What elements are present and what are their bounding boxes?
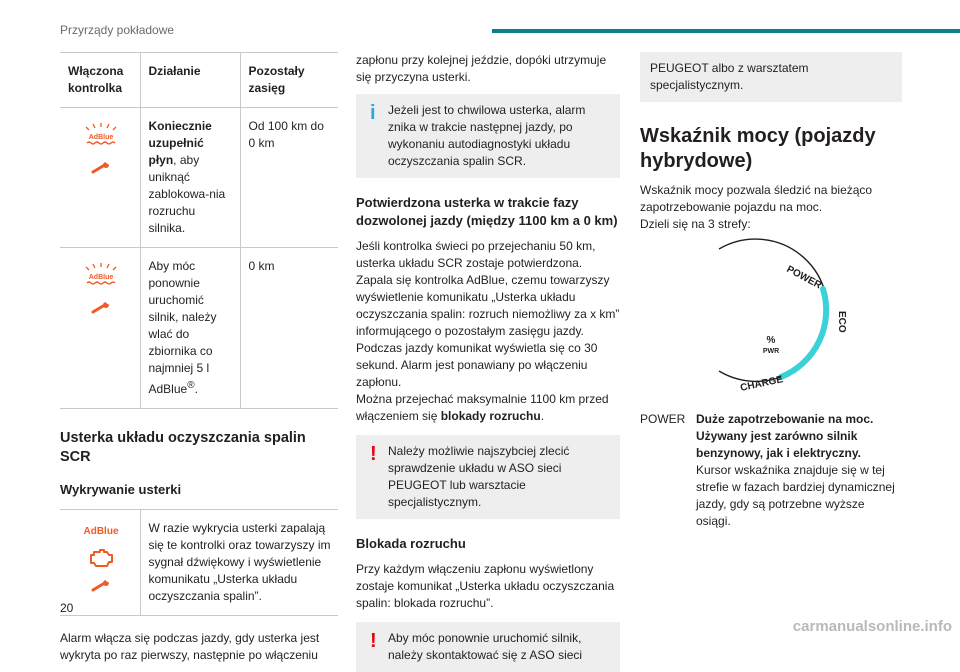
gauge-eco-label: ECO bbox=[836, 311, 847, 333]
fault-detection-text: W razie wykrycia usterki zapalają się te kontrolki oraz towarzyszy im sygnał dźwiękowy i wyświetlenie komunikatu „Usterka układu oczyszczania spalin”. bbox=[140, 510, 338, 616]
legend-bold-text: Duże zapotrzebowanie na moc. Używany jest zarówno silnik benzynowy, jak i elektryczny. bbox=[696, 412, 874, 460]
legend-key: POWER bbox=[640, 412, 686, 426]
watermark-text: carmanualsonline.info bbox=[792, 618, 952, 635]
action-text: , aby uniknąć zablokowa-nia rozruchu silnika. bbox=[148, 153, 226, 235]
start-block-text: Przy każdym włączeniu zapłonu wyświetlony zostaje komunikat „Usterka układu oczyszczania spalin: blokada rozruchu”. bbox=[356, 562, 615, 610]
registered-mark: ® bbox=[187, 380, 195, 391]
warning-exclamation-icon: ! bbox=[370, 630, 377, 652]
alarm-text: Alarm włącza się podczas jazdy, gdy usterka jest wykryta po raz pierwszy, następnie po włączeniu bbox=[60, 631, 320, 662]
adblue-text-icon bbox=[83, 524, 119, 536]
info-marker-icon: i bbox=[370, 102, 376, 124]
running-header: Przyrządy pokładowe bbox=[60, 23, 175, 37]
adblue-warning-icon bbox=[79, 122, 123, 148]
warning-note: ! Należy możliwie najszybciej zlecić sprawdzenie układu w ASO sieci PEUGEOT lub warsztacie specjalistycznym. bbox=[356, 435, 620, 519]
wrench-icon bbox=[91, 302, 111, 314]
power-zone-legend bbox=[640, 411, 902, 530]
svg-text:AdBlue: AdBlue bbox=[88, 274, 113, 281]
confirmed-fault-text: Jeśli kontrolka świeci po przejechaniu 50 km, usterka układu SCR zostaje potwierdzona. Zapala się kontrolka AdBlue, czemu towarzyszy wyświetlenie komunikatu „Usterka układu oczyszczania spalin: rozruch niemożliwy za x km” informującego o pozostałym zasięgu jazdy. Podczas jazdy komunikat wyświetla się co 30 sekund. Alarm jest ponawiany po włączeniu zapłonu. bbox=[356, 239, 620, 389]
action-bold: Koniecznie uzupełnić płyn bbox=[148, 119, 212, 167]
gauge-percent-label: % bbox=[766, 335, 776, 346]
table-row bbox=[60, 108, 338, 248]
range-value: Od 100 km do 0 km bbox=[240, 108, 338, 248]
svg-text:AdBlue: AdBlue bbox=[88, 134, 113, 141]
adblue-warning-icon bbox=[79, 262, 123, 288]
warning-exclamation-icon: ! bbox=[370, 443, 377, 465]
range-value: 0 km bbox=[240, 248, 338, 409]
gauge-power-label: POWER bbox=[784, 263, 824, 292]
table-row bbox=[60, 510, 338, 616]
continued-text: zapłonu przy kolejnej jeździe, dopóki utrzymuje się przyczyna usterki. bbox=[356, 53, 607, 84]
adblue-warning-table bbox=[60, 52, 338, 409]
fault-detection-table bbox=[60, 509, 338, 616]
header-indicator: Włączona kontrolka bbox=[60, 53, 140, 108]
svg-text:AdBlue: AdBlue bbox=[83, 526, 119, 537]
engine-check-icon bbox=[88, 548, 114, 568]
gauge-power-arc bbox=[719, 239, 828, 341]
header-accent-bar bbox=[492, 29, 960, 33]
warning-note: ! Aby móc ponownie uruchomić silnik, należy skontaktować się z ASO sieci bbox=[356, 622, 620, 672]
header-action: Działanie bbox=[140, 53, 240, 108]
column-2 bbox=[356, 52, 620, 672]
gauge-pwr-label: PWR bbox=[762, 348, 780, 355]
header-range: Pozostały zasięg bbox=[240, 53, 338, 108]
power-gauge-intro: Wskaźnik mocy pozwala śledzić na bieżąco zapotrzebowanie pojazdu na moc. bbox=[640, 183, 873, 214]
subsection-confirmed-fault: Potwierdzona usterka w trakcie fazy dozwolonej jazdy (między 1100 km a 0 km) bbox=[356, 195, 618, 228]
column-3 bbox=[640, 52, 902, 530]
table-header-row bbox=[60, 53, 338, 108]
section-title-scr-fault: Usterka układu oczyszczania spalin SCR bbox=[60, 430, 306, 465]
wrench-icon bbox=[91, 580, 111, 592]
continued-note: PEUGEOT albo z warsztatem specjalistycznym. bbox=[640, 52, 902, 102]
power-gauge-svg bbox=[671, 241, 871, 394]
info-note: i Jeżeli jest to chwilowa usterka, alarm znika w trakcie następnej jazdy, po wykonaniu autodiagnostyki układu oczyszczania spalin SCR. bbox=[356, 94, 620, 178]
page-number: 20 bbox=[60, 601, 74, 615]
legend-text: Kursor wskaźnika znajduje się w tej strefie w fazach bardziej dynamicznej jazdy, gdy są potrzebne wyższe osiągi. bbox=[696, 463, 895, 528]
action-text: Aby móc ponownie uruchomić silnik, należy wlać do zbiornika co najmniej 5 l AdBlue bbox=[148, 259, 217, 396]
power-gauge-figure bbox=[640, 241, 902, 394]
subsection-fault-detection: Wykrywanie usterki bbox=[60, 482, 182, 497]
table-row: AdBlue Aby móc ponownie uruchomić silnik, należy wlać do zbiornika co najmniej 5 l AdBlue®. 0 km bbox=[60, 248, 338, 409]
power-gauge-title: Wskaźnik mocy (pojazdy hybrydowe) bbox=[640, 125, 876, 172]
power-gauge-intro-2: Dzieli się na 3 strefy: bbox=[640, 217, 751, 231]
column-1 bbox=[60, 52, 340, 664]
max-distance-text: Można przejechać maksymalnie 1100 km przed włączeniem się blokady rozruchu. bbox=[356, 392, 609, 423]
gauge-eco-arc bbox=[781, 289, 826, 377]
wrench-icon bbox=[91, 162, 111, 174]
gauge-charge-label: CHARGE bbox=[739, 374, 785, 394]
subsection-start-block: Blokada rozruchu bbox=[356, 536, 466, 551]
